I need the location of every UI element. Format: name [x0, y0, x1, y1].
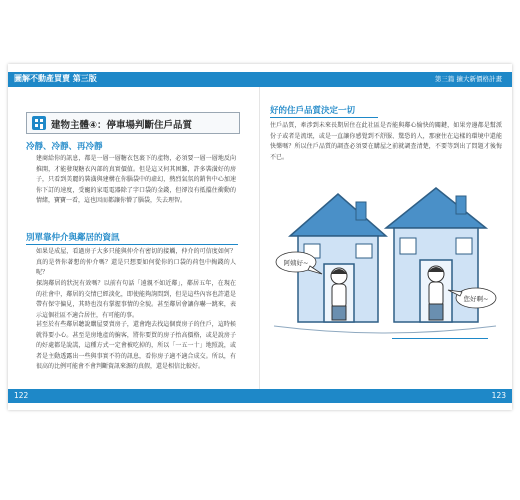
left-page-number: 122	[14, 391, 29, 400]
subheading-underline	[26, 244, 238, 245]
right-page-number: 123	[491, 391, 506, 400]
section-title: 建物主體④：停車場判斷住戶品質	[51, 120, 193, 131]
building-icon	[31, 115, 47, 131]
chapter-label: 第三篇 擴大新價格計畫	[434, 75, 502, 83]
paragraph-calm: 建商給你的訊息，都是一層一層糖衣包裹下的產物，必須要一層一層地反向推開，才能發現糖衣內部的真實價值。但是這又何其困難，許多裝潢好的房子，只看到美麗的裝潢與建構在你腦袋中的虛幻，熱烈氣氛的銷售中心加速你下訂的速度，受寵的家電電器除了字口袋的金錢，但卻沒有抵擋住衝動的情緒，寶寶一看，這也因而都讓你懵了腦袋，失去理智。	[36, 155, 236, 205]
paragraph-tenant-quality: 住戶品質，牽涉到未來長期居住在此社區是否能與鄰心愉快的關鍵，如果旁邊都是幫派份子或者是流氓，或是一直讓你感覺到不舒服、驚恐的人，那麼住在這樣的環境中還能快樂嗎？所以住戶品質的調查必須要在購屋之前就調查清楚，不要等到出了問題才後悔不已。	[270, 122, 502, 161]
illustration-rule	[392, 338, 488, 339]
subheading-calm: 冷靜、冷靜、再冷靜	[26, 142, 103, 152]
paragraph-neighbor: 探詢鄰居的狀況有效嗎？以前有句話「遠親不如近鄰」，鄰居五年，在現在的社會中，鄰居的交情已經淡化，即使能夠詢問到，但是這些內容也許還是帶有保守偏見，其時也沒有掌握事情的全貌。甚至鄰居會讓你嚇一跳來，表示這個社區不適合居住，有可能的事。	[36, 280, 236, 319]
footer-bar	[8, 389, 512, 403]
book-spread	[8, 64, 512, 410]
section-title-box	[26, 112, 240, 134]
subheading-underline-right	[270, 117, 378, 118]
page-gutter	[259, 87, 260, 389]
neighbors-houses-illustration	[270, 180, 500, 350]
paragraph-tenant: 甚至於有些鄰居聽說購屋要賣房子，還會跑去找這個賣房子的住戶，這時候就得要小心。甚至是房地產的掮客，將你要買的房子抬高價格，或是說房子的好處都是說謊，這種方式一定會被吃掉的，所以「一五一十」地照說，或者是主動透露出一些與事實不符的訊息，看你房子適不適合成交。所以，有很高的比例可能會不會判斷資訊來源的真假，還是相信比較好。	[36, 321, 236, 371]
bubble-right-text: 您好啊~	[463, 295, 489, 303]
header-bar	[8, 72, 512, 87]
subheading-tenant-quality: 好的住戶品質決定一切	[270, 106, 356, 116]
book-title: 圖解不動產買賣 第三版	[14, 74, 97, 83]
paragraph-agent: 如果是成屋，看過房子大多只能與仲介有密切的接觸，仲介的可信度如何？真的是替你著想的仲介嗎？還是只想要如何從你的口袋的荷包中掏錢的人呢？	[36, 248, 236, 277]
bubble-left-text: 阿姨好~	[283, 259, 309, 267]
subheading-agent-neighbor: 別單靠仲介與鄰居的資訊	[26, 233, 120, 243]
